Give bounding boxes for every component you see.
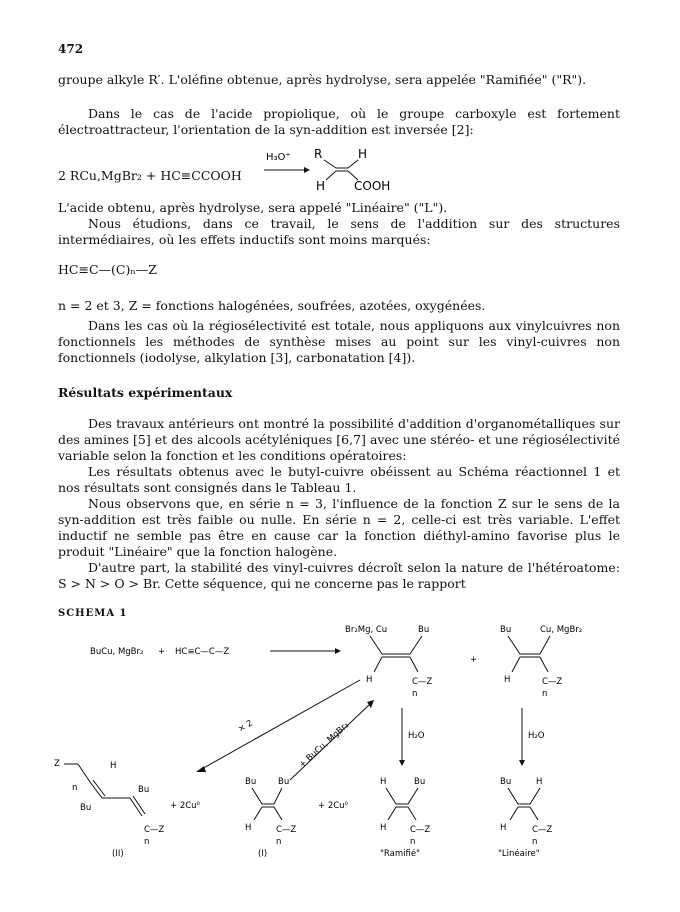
product-lineaire: [498, 777, 552, 859]
svg-text:C—Z: C—Z: [412, 677, 433, 687]
h2o-label-2: H₂O: [528, 731, 545, 741]
substituent-COOH: COOH: [354, 179, 391, 193]
svg-text:Br₂Mg, Cu: Br₂Mg, Cu: [345, 625, 388, 635]
section-heading: Résultats expérimentaux: [58, 385, 233, 400]
svg-text:Bu: Bu: [414, 777, 426, 787]
paragraph-9: Nous observons que, en série n = 3, l'influence de la fonction Z sur le sens de la syn-addition est très faible ou nulle. En série n = 2, celle-ci est très variable. L'effet inductif ne semble pas être en cause car la fonction diéthyl-amino favorise plus le produit "Linéaire" que la fonction halogène.: [58, 496, 620, 559]
svg-text:H: H: [110, 761, 117, 771]
svg-text:n: n: [532, 837, 538, 847]
svg-text:Z: Z: [54, 759, 60, 769]
schema-label: SCHEMA 1: [58, 608, 128, 619]
paragraph-6: Dans les cas où la régiosélectivité est totale, nous appliquons aux vinylcuivres non fonctionnels les méthodes de synthèse mises au point sur les vinyl-cuivres non fonctionnels (iodolyse, alkylation [3], carbonatation [4]).: [58, 318, 620, 365]
svg-text:H: H: [504, 675, 511, 685]
svg-text:C—Z: C—Z: [144, 825, 165, 835]
svg-text:n: n: [144, 837, 150, 847]
equation-left: 2 RCu,MgBr₂ + HC≡CCOOH: [58, 168, 242, 183]
main-arrow-head: [335, 648, 341, 654]
svg-text:H: H: [245, 823, 252, 833]
label-I: (I): [258, 849, 268, 859]
svg-text:H: H: [366, 675, 373, 685]
vinylcopper-intermediate-2: [500, 625, 582, 699]
page-number: 472: [58, 42, 84, 56]
label-II: (II): [112, 849, 124, 859]
paragraph-4: Nous étudions, dans ce travail, le sens de l'addition sur des structures intermédiaires, où les effets inductifs sont moins marqués:: [58, 216, 620, 247]
plus-sign: +: [470, 655, 478, 665]
paragraph-7: Des travaux antérieurs ont montré la possibilité d'addition d'organométalliques sur des amines [5] et des alcools acétyléniques [6,7] avec une stéréo- et une régiosélectivité variable selon la fonction et les conditions opératoires:: [58, 416, 620, 463]
svg-text:Bu: Bu: [278, 777, 290, 787]
h2o-label-1: H₂O: [408, 731, 425, 741]
svg-text:n: n: [276, 837, 282, 847]
bucu-reagent-label: + BuCu, MgBr₂: [297, 720, 351, 771]
svg-text:Bu: Bu: [245, 777, 257, 787]
svg-text:n: n: [410, 837, 416, 847]
label-ramifie: "Ramifié": [380, 849, 420, 859]
compound-II: [54, 759, 164, 859]
svg-text:H: H: [380, 777, 387, 787]
svg-text:n: n: [542, 689, 548, 699]
bond: [348, 160, 358, 168]
svg-text:H: H: [380, 823, 387, 833]
paragraph-10: D'autre part, la stabilité des vinyl-cuivres décroît selon la nature de l'hétéroatome: S > N > O > Br. Cette séquence, qui ne concerne pas le rapport: [58, 560, 620, 591]
label-lineaire: "Linéaire": [498, 849, 540, 859]
reagent-bucu: BuCu, MgBr₂: [90, 647, 144, 657]
dimerization-arrow: [200, 680, 360, 770]
paragraph-3: L'acide obtenu, après hydrolyse, sera appelé "Linéaire" ("L").: [58, 200, 448, 215]
product-ramifie: [380, 777, 430, 859]
paragraph-1: groupe alkyle R′. L'oléfine obtenue, après hydrolyse, sera appelée "Ramifiée" ("R").: [58, 72, 587, 87]
copper-byproduct-1: + 2Cu⁰: [170, 801, 200, 811]
svg-text:Bu: Bu: [500, 625, 512, 635]
svg-text:Cu, MgBr₂: Cu, MgBr₂: [540, 625, 583, 635]
svg-text:Bu: Bu: [418, 625, 430, 635]
paragraph-5: n = 2 et 3, Z = fonctions halogénées, soufrées, azotées, oxygénées.: [58, 298, 486, 313]
alkyne-substrate: HC≡C—C—Z: [175, 647, 230, 657]
svg-text:C—Z: C—Z: [542, 677, 563, 687]
svg-text:n: n: [72, 783, 78, 793]
svg-text:n: n: [412, 689, 418, 699]
schema-diagram: [40, 620, 640, 860]
svg-text:C—Z: C—Z: [410, 825, 431, 835]
substituent-H-top: H: [358, 147, 368, 161]
svg-text:H: H: [536, 777, 543, 787]
paragraph-2: Dans le cas de l'acide propiolique, où le groupe carboxyle est fortement électroattracteur, l'orientation de la syn-addition est inversée [2]:: [58, 106, 620, 137]
bond: [324, 160, 336, 168]
vinylcopper-intermediate-1: [345, 625, 432, 699]
svg-text:C—Z: C—Z: [276, 825, 297, 835]
svg-text:Bu: Bu: [500, 777, 512, 787]
equation-graphic: [262, 146, 422, 194]
general-structure: HC≡C—(C)ₙ—Z: [58, 262, 157, 277]
svg-text:H: H: [500, 823, 507, 833]
svg-text:C—Z: C—Z: [532, 825, 553, 835]
bond: [326, 171, 336, 180]
plus-sign: +: [158, 647, 166, 657]
times-two-label: × 2: [236, 718, 255, 735]
svg-text:Bu: Bu: [80, 803, 92, 813]
compound-I: [245, 777, 296, 859]
svg-text:Bu: Bu: [138, 785, 150, 795]
substituent-R: R: [314, 147, 323, 161]
copper-byproduct-2: + 2Cu⁰: [318, 801, 348, 811]
paragraph-8: Les résultats obtenus avec le butyl-cuivre obéissent au Schéma réactionnel 1 et nos résultats sont consignés dans le Tableau 1.: [58, 464, 620, 495]
substituent-H-bottom: H: [316, 179, 326, 193]
arrow-label: H₃O⁺: [266, 152, 291, 163]
reaction-arrow-head: [304, 167, 310, 173]
